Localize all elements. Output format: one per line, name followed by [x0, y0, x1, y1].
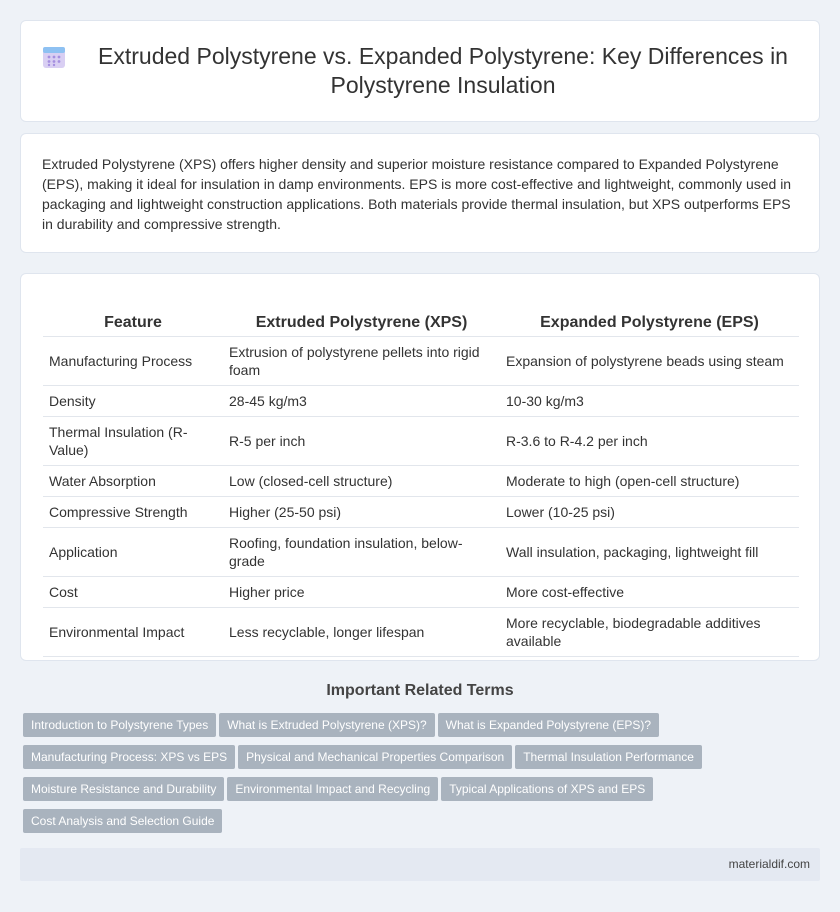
feature-cell: Compressive Strength	[43, 496, 223, 527]
xps-cell: Higher (25-50 psi)	[223, 496, 500, 527]
xps-cell: Roofing, foundation insulation, below-grade	[223, 527, 500, 576]
eps-cell: Expansion of polystyrene beads using steam	[500, 336, 799, 385]
related-term-tag[interactable]: Thermal Insulation Performance	[515, 745, 702, 769]
related-term-tag[interactable]: Manufacturing Process: XPS vs EPS	[23, 745, 235, 769]
header-card	[20, 20, 820, 122]
table-row	[43, 416, 799, 465]
xps-cell: Low (closed-cell structure)	[223, 465, 500, 496]
table-row	[43, 527, 799, 576]
calendar-grid-icon	[41, 44, 67, 70]
comparison-table	[43, 294, 799, 657]
summary-text: Extruded Polystyrene (XPS) offers higher density and superior moisture resistance compared to Expanded Polystyrene (EPS), making it ideal for insulation in damp environments. EPS is more cost-effective and lightweight, commonly used in packaging and lightweight construction applications. Both materials provide thermal insulation, but XPS outperforms EPS in durability and compressive strength.	[42, 156, 792, 232]
table-row	[43, 496, 799, 527]
feature-cell: Water Absorption	[43, 465, 223, 496]
feature-cell: Density	[43, 385, 223, 416]
summary-card	[20, 133, 820, 253]
table-header-row	[43, 294, 799, 336]
feature-cell: Thermal Insulation (R-Value)	[43, 416, 223, 465]
eps-cell: Wall insulation, packaging, lightweight fill	[500, 527, 799, 576]
comparison-table-card	[20, 273, 820, 661]
table-row	[43, 607, 799, 656]
xps-cell: Extrusion of polystyrene pellets into rigid foam	[223, 336, 500, 385]
column-header-xps: Extruded Polystyrene (XPS)	[223, 294, 500, 336]
eps-cell: R-3.6 to R-4.2 per inch	[500, 416, 799, 465]
xps-cell: Less recyclable, longer lifespan	[223, 607, 500, 656]
table-row	[43, 465, 799, 496]
xps-cell: 28-45 kg/m3	[223, 385, 500, 416]
xps-cell: Higher price	[223, 576, 500, 607]
table-row	[43, 576, 799, 607]
feature-cell: Cost	[43, 576, 223, 607]
eps-cell: More recyclable, biodegradable additives available	[500, 607, 799, 656]
related-term-tag[interactable]: Environmental Impact and Recycling	[227, 777, 438, 801]
page-title: Extruded Polystyrene vs. Expanded Polystyrene: Key Differences in Polystyrene Insulation	[98, 43, 788, 98]
footer-site-name[interactable]: materialdif.com	[728, 857, 810, 871]
eps-cell: Lower (10-25 psi)	[500, 496, 799, 527]
feature-cell: Manufacturing Process	[43, 336, 223, 385]
eps-cell: 10-30 kg/m3	[500, 385, 799, 416]
related-terms-title: Important Related Terms	[326, 682, 514, 699]
related-term-tag[interactable]: What is Extruded Polystyrene (XPS)?	[219, 713, 434, 737]
related-term-tag[interactable]: What is Expanded Polystyrene (EPS)?	[438, 713, 659, 737]
eps-cell: More cost-effective	[500, 576, 799, 607]
related-term-tag[interactable]: Cost Analysis and Selection Guide	[23, 809, 222, 833]
column-header-feature: Feature	[43, 294, 223, 336]
feature-cell: Environmental Impact	[43, 607, 223, 656]
table-row	[43, 385, 799, 416]
related-term-tag[interactable]: Moisture Resistance and Durability	[23, 777, 224, 801]
xps-cell: R-5 per inch	[223, 416, 500, 465]
related-term-tag[interactable]: Introduction to Polystyrene Types	[23, 713, 216, 737]
related-term-tag[interactable]: Physical and Mechanical Properties Comparison	[238, 745, 512, 769]
related-terms-tags	[23, 713, 803, 841]
footer	[20, 848, 820, 881]
column-header-eps: Expanded Polystyrene (EPS)	[500, 294, 799, 336]
feature-cell: Application	[43, 527, 223, 576]
eps-cell: Moderate to high (open-cell structure)	[500, 465, 799, 496]
table-row	[43, 336, 799, 385]
related-term-tag[interactable]: Typical Applications of XPS and EPS	[441, 777, 653, 801]
